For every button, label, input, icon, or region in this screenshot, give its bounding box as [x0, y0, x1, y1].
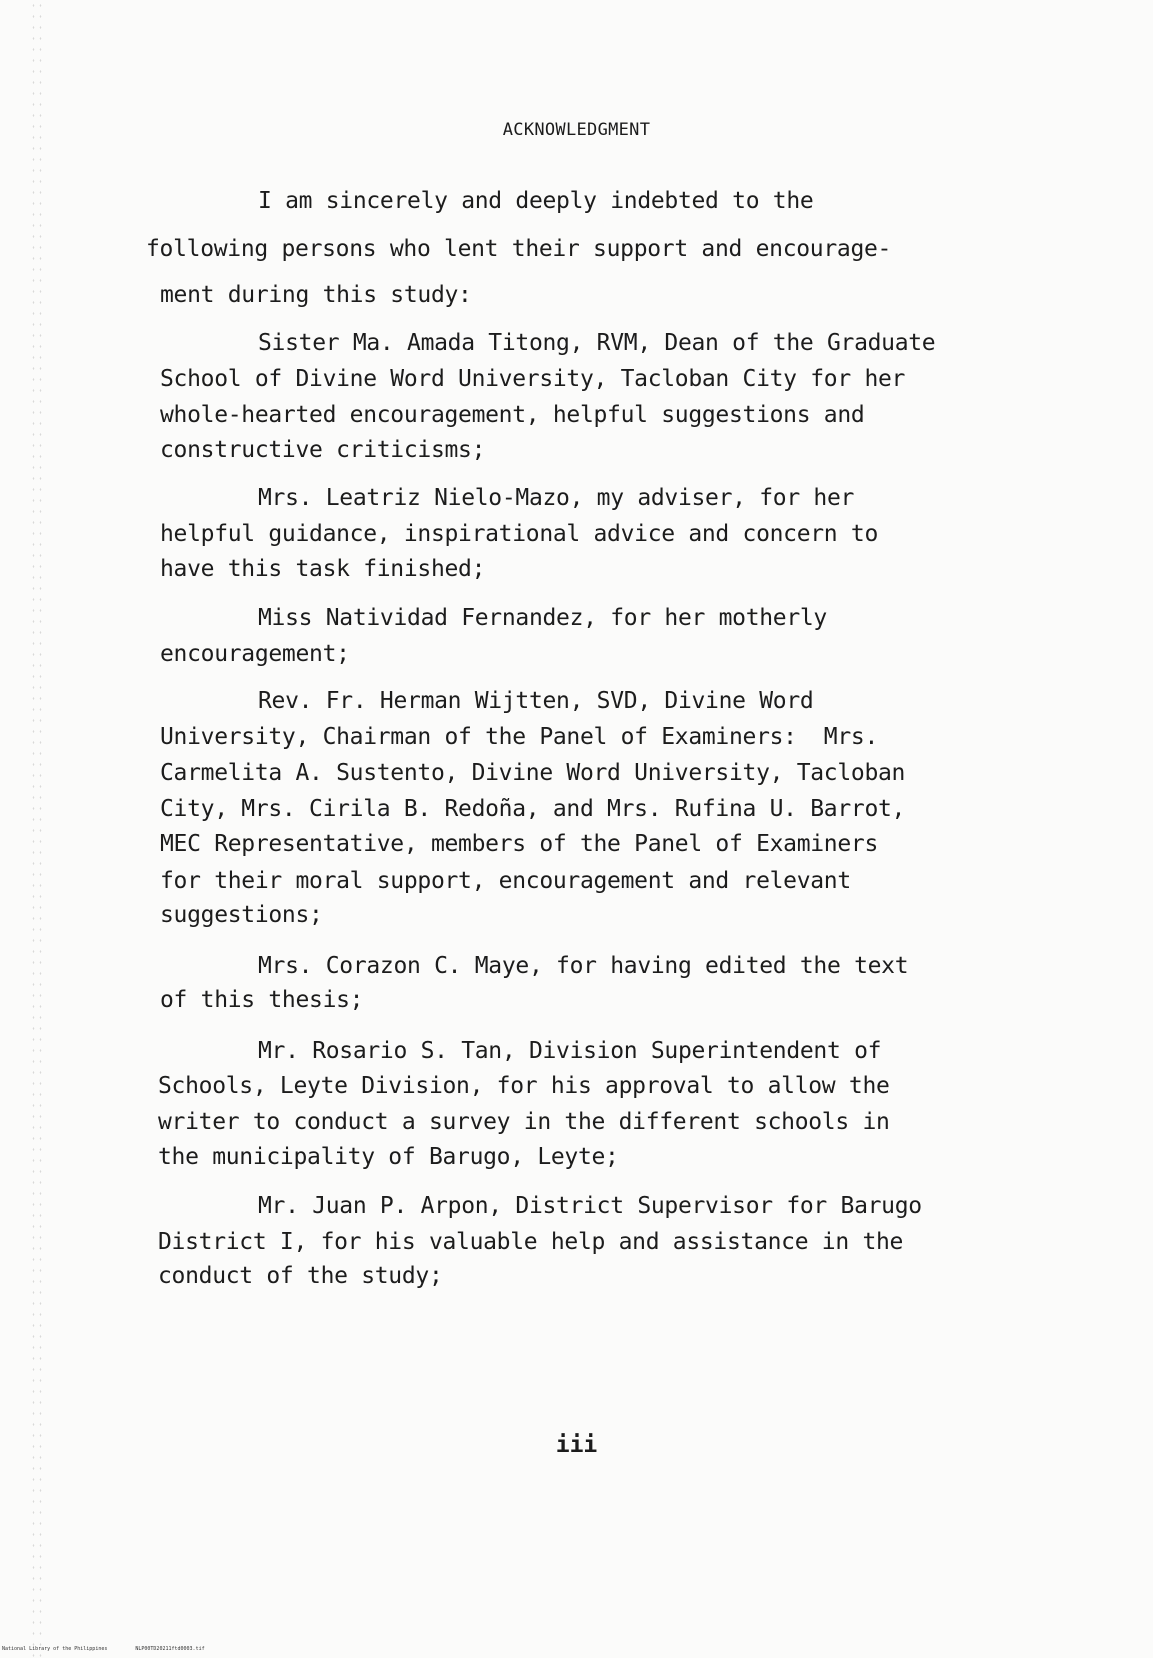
text-line: encouragement;	[160, 641, 350, 667]
text-line: Carmelita A. Sustento, Divine Word University, Tacloban	[160, 760, 906, 786]
text-line: whole-hearted encouragement, helpful suggestions and	[160, 402, 865, 428]
text-line: of this thesis;	[160, 987, 364, 1013]
text-line: for their moral support, encouragement and relevant	[160, 868, 851, 894]
text-line: Mrs. Corazon C. Maye, for having edited the text	[258, 953, 909, 979]
text-line: School of Divine Word University, Tacloban City for her	[160, 366, 906, 392]
text-line: ment during this study:	[160, 282, 472, 308]
text-line: City, Mrs. Cirila B. Redoña, and Mrs. Rufina U. Barrot,	[160, 796, 906, 822]
scan-margin-specks	[30, 0, 44, 1658]
text-line: MEC Representative, members of the Panel of Examiners	[160, 831, 879, 857]
text-line: have this task finished;	[160, 556, 486, 582]
text-line: Mr. Juan P. Arpon, District Supervisor for Barugo	[258, 1193, 922, 1219]
footer-file: NLP00TD20211ftd0003.tif	[135, 1646, 205, 1652]
scan-footer	[2, 1646, 233, 1652]
text-line: Mrs. Leatriz Nielo-Mazo, my adviser, for her	[258, 485, 855, 511]
text-line: Miss Natividad Fernandez, for her motherly	[258, 605, 827, 631]
text-line: the municipality of Barugo, Leyte;	[158, 1144, 619, 1170]
text-line: Rev. Fr. Herman Wijtten, SVD, Divine Word	[258, 688, 814, 714]
text-line: Schools, Leyte Division, for his approval to allow the	[158, 1073, 890, 1099]
page-number: iii	[555, 1432, 598, 1458]
text-line: following persons who lent their support and encourage-	[146, 236, 892, 262]
text-line: District I, for his valuable help and assistance in the	[158, 1229, 904, 1255]
text-line: constructive criticisms;	[160, 437, 486, 463]
text-line: Mr. Rosario S. Tan, Division Superintendent of	[258, 1038, 882, 1064]
text-line: helpful guidance, inspirational advice and concern to	[160, 521, 879, 547]
text-line: conduct of the study;	[158, 1263, 443, 1289]
page-title: ACKNOWLEDGMENT	[502, 120, 651, 140]
text-line: writer to conduct a survey in the different schools in	[158, 1109, 890, 1135]
text-line: suggestions;	[160, 902, 323, 928]
text-line: Sister Ma. Amada Titong, RVM, Dean of the Graduate	[258, 330, 936, 356]
text-line: University, Chairman of the Panel of Examiners: Mrs.	[160, 724, 879, 750]
text-line: I am sincerely and deeply indebted to the	[258, 188, 814, 214]
footer-library: National Library of the Philippines	[2, 1646, 108, 1652]
